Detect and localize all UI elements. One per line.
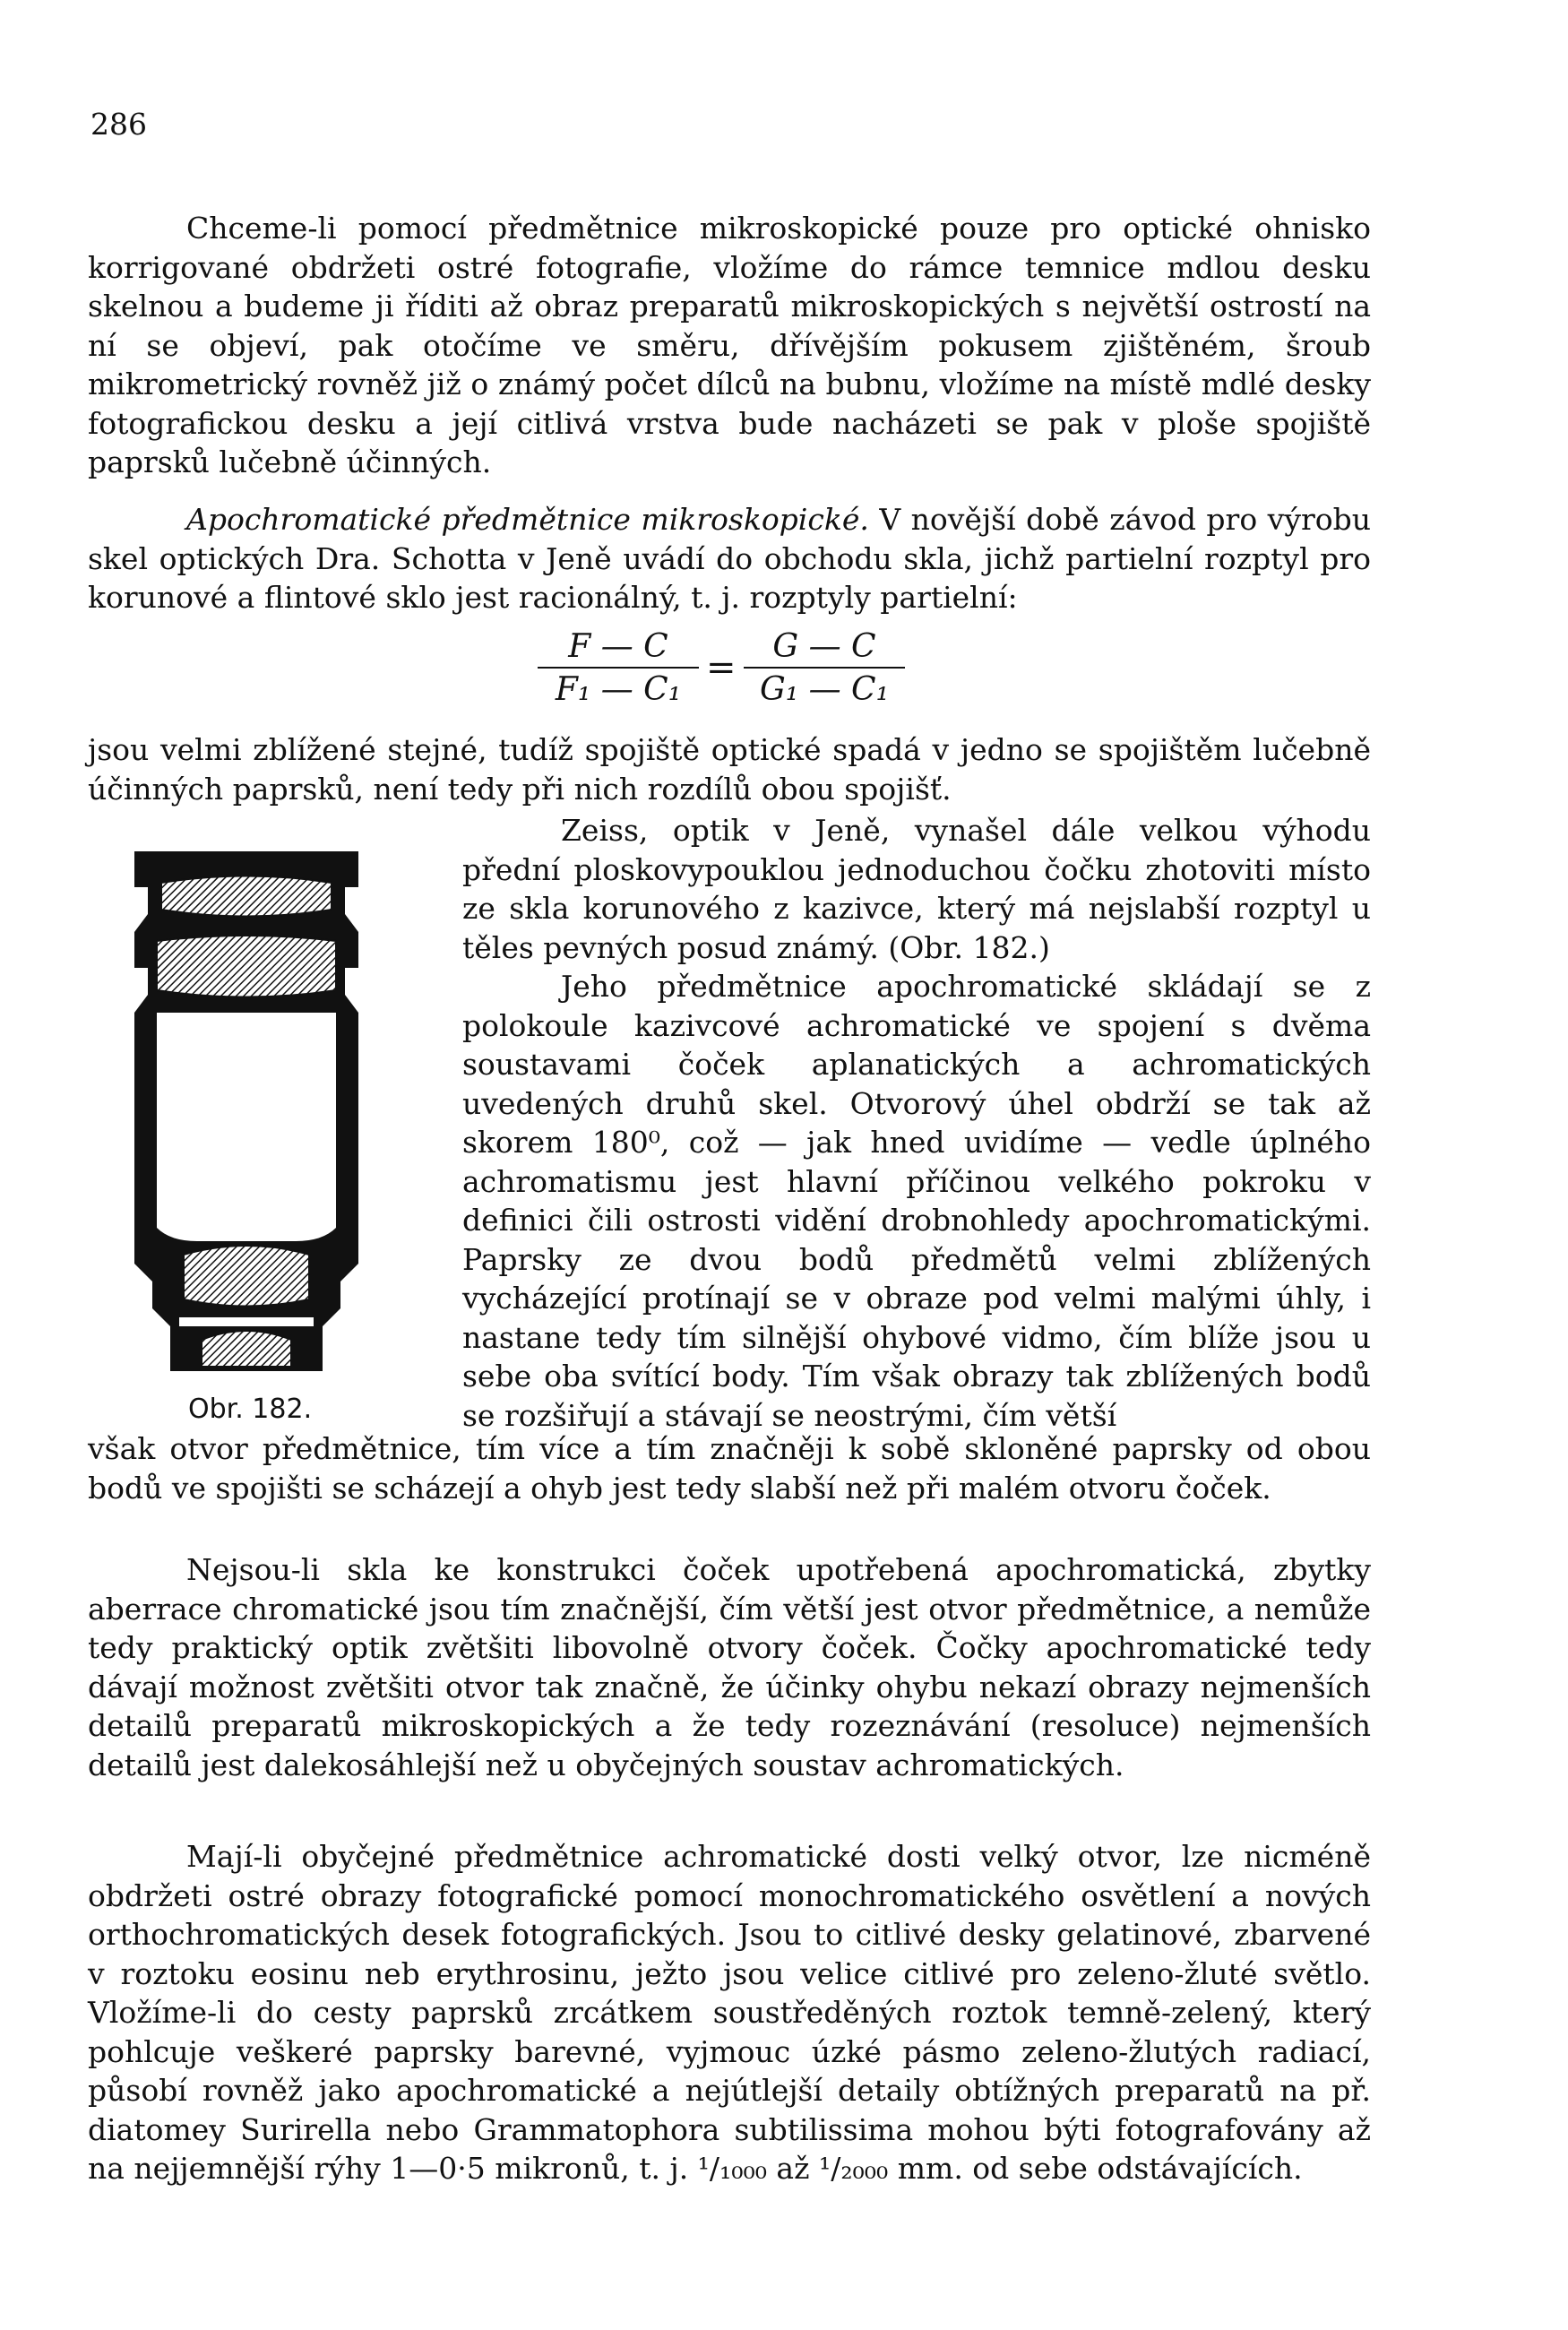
equation-left-numerator: F — C: [538, 627, 699, 669]
section-title: Apochromatické předmětnice mikroskopické.: [186, 502, 869, 537]
paragraph-5-continued-text: však otvor předmětnice, tím více a tím značněji k sobě skloněné paprsky od obou bodů ve spojišti se scházejí a ohyb jest tedy slabší než při malém otvoru čoček.: [88, 1431, 1371, 1506]
paragraph-4-text: Zeiss, optik v Jeně, vynašel dále velkou výhodu přední ploskovypouklou jednoduchou čočku zhotoviti místo ze skla korunového z kazivce, který má nejslabší rozptyl u těles pevných posud známý. (Obr. 182.): [462, 813, 1371, 965]
paragraph-7-text: Mají-li obyčejné předmětnice achromatické dosti velký otvor, lze nicméně obdržeti ostré obrazy fotografické pomocí monochromatického osvětlení a nových orthochromatických desek fotografických. Jsou to citlivé desky gelatinové, zbarvené v roztoku eosinu neb erythrosinu, ježto jsou velice citlivé pro zeleno-žluté světlo. Vložíme-li do cesty paprsků zrcátkem soustředěných roztok temně-zelený, který pohlcuje veškeré paprsky barevné, vyjmouc úzké pásmo zeleno-žlutých radiací, působí rovněž jako apochromatické a nejútlejší detaily obtížných preparatů na př. diatomey Surirella nebo Grammatophora subtilissima mohou býti fotografovány až na nejjemnější rýhy 1—0·5 mikronů, t. j. ¹/₁₀₀₀ až ¹/₂₀₀₀ mm. od sebe odstávajících.: [88, 1839, 1371, 2186]
paragraph-5-text: Jeho předmětnice apochromatické skládají se z polokoule kazivcové achromatické ve spojení s dvěma soustavami čoček aplanatických a achromatických uvedených druhů skel. Otvorový úhel obdrží se tak až skorem 180⁰, což — jak hned uvidíme — vedle úplného achromatismu jest hlavní příčinou velkého pokroku v definici čili ostrosti vidění drobnohledy apochromatickými. Paprsky ze dvou bodů předmětů velmi zblížených vycházející protínají se v obraze pod velmi malými úhly, i nastane tedy tím silnější ohybové vidmo, čím blíže jsou u sebe oba svítící body. Tím však obrazy tak zblížených bodů se rozšiřují a stávají se neostrými, čím větší: [462, 969, 1371, 1433]
paragraph-6: [88, 1550, 1371, 1784]
paragraph-4-5: [462, 811, 1371, 1435]
equation-right-fraction: [744, 627, 905, 708]
paragraph-2-body: V novější době závod pro výrobu skel optických Dra. Schotta v Jeně uvádí do obchodu skla, jichž partielní rozptyl pro korunové a flintové sklo jest racionálný, t. j. rozptyly partielní:: [88, 502, 1371, 615]
paragraph-3: [88, 730, 1371, 808]
equation: [538, 627, 914, 726]
equation-right-numerator: G — C: [744, 627, 905, 669]
paragraph-1-text: Chceme-li pomocí předmětnice mikroskopické pouze pro optické ohnisko korrigované obdržeti ostré fotografie, vložíme do rámce temnice mdlou desku skelnou a budeme ji říditi až obraz preparatů mikroskopických s největší ostrostí na ní se objeví, pak otočíme ve směru, dřívějším pokusem zjištěném, šroub mikrometrický rovněž již o známý počet dílců na bubnu, vložíme na místě mdlé desky fotografickou desku a její citlivá vrstva bude nacházeti se pak v ploše spojiště paprsků lučebně účinných.: [88, 211, 1371, 479]
paragraph-3-text: jsou velmi zblížené stejné, tudíž spojiště optické spadá v jedno se spojištěm lučebně účinných paprsků, není tedy při nich rozdílů obou spojišť.: [88, 732, 1371, 807]
equation-right-denominator: G₁ — C₁: [759, 671, 890, 708]
page-number: 286: [90, 107, 147, 142]
paragraph-5-continued: [88, 1429, 1371, 1507]
figure-caption: Obr. 182.: [188, 1394, 313, 1425]
paragraph-6-text: Nejsou-li skla ke konstrukci čoček upotřebená apochromatická, zbytky aberrace chromatické jsou tím značnější, čím větší jest otvor předmětnice, a nemůže tedy praktický optik zvětšiti libovolně otvory čoček. Čočky apochromatické tedy dávají možnost zvětšiti otvor tak značně, že účinky ohybu nekazí obrazy nejmenších detailů preparatů mikroskopických a že tedy rozeznávání (resoluce) nejmenších detailů jest dalekosáhlejší než u obyčejných soustav achromatických.: [88, 1552, 1371, 1782]
equation-left-denominator: F₁ — C₁: [555, 671, 682, 708]
objective-lens-figure: [116, 833, 376, 1407]
paragraph-2: [88, 500, 1371, 617]
objective-lens-drawing: [116, 833, 376, 1407]
equation-equals-sign: =: [706, 647, 737, 688]
paragraph-2-text: [88, 500, 1371, 617]
paragraph-1: [88, 209, 1371, 482]
equation-left-fraction: [538, 627, 699, 708]
paragraph-7: [88, 1837, 1371, 2188]
